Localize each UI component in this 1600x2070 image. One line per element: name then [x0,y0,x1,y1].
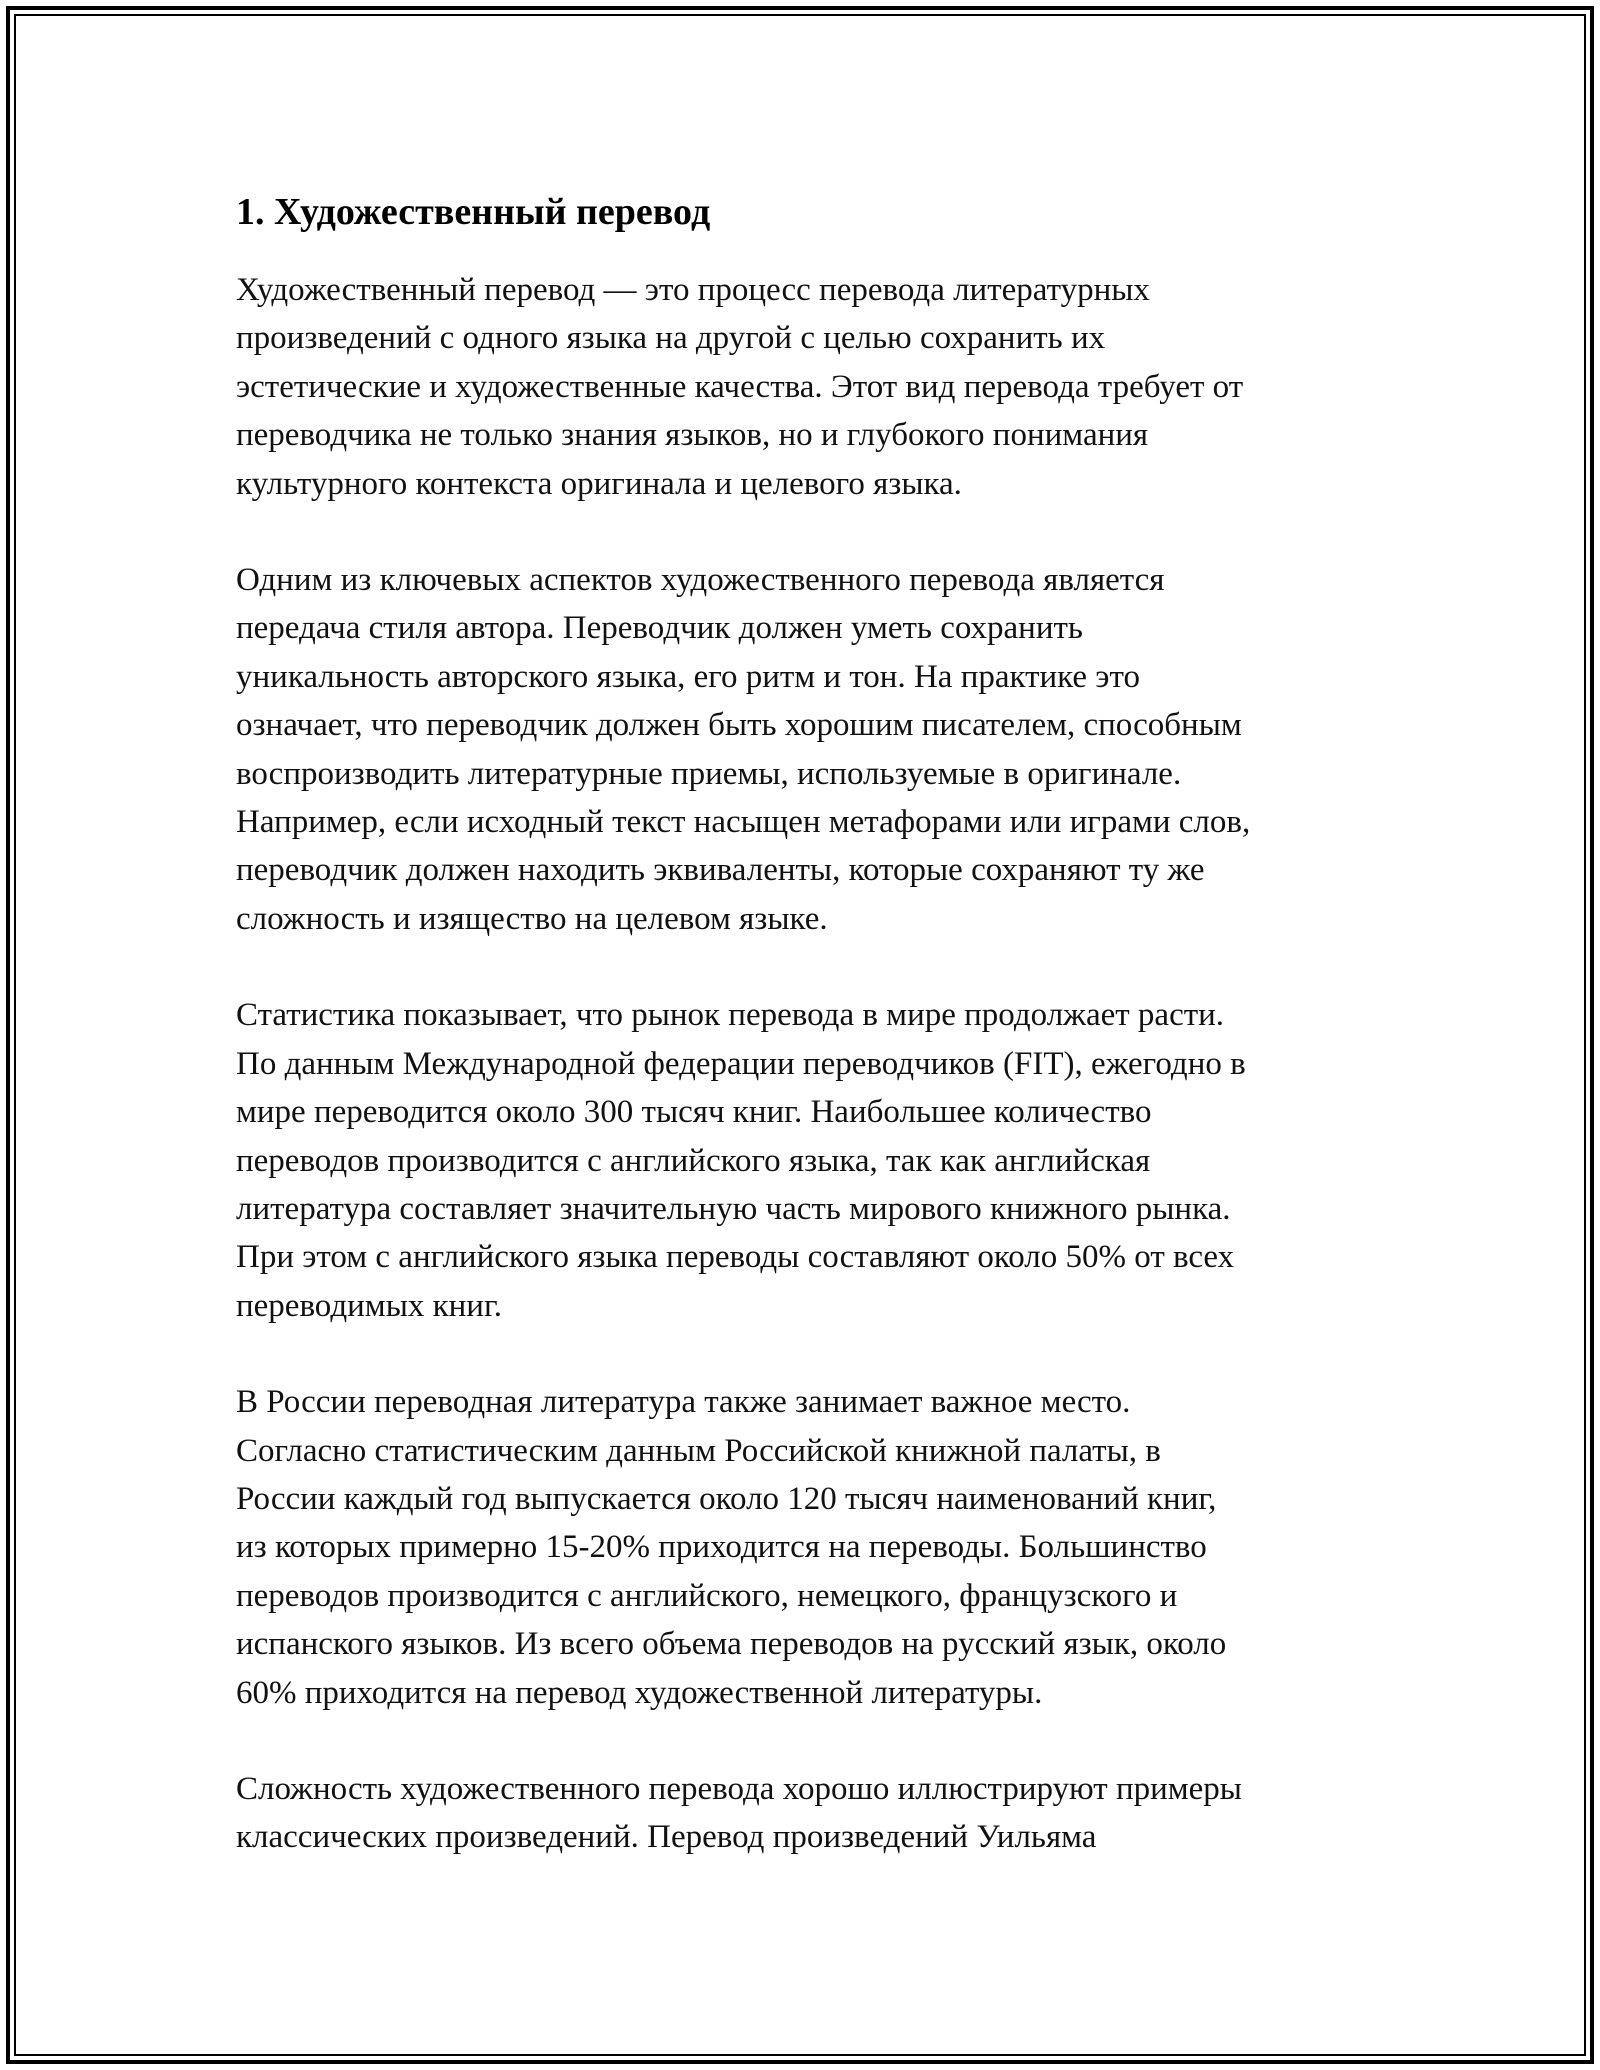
text-line: означает, что переводчик должен быть хорошим писателем, способным [236,707,1242,744]
text-line: При этом с английского языка переводы составляют около 50% от всех [236,1239,1235,1276]
text-line: переводов производится с английского языка, так как английская [236,1142,1151,1179]
text-line: классических произведений. Перевод произведений Уильяма [236,1819,1097,1856]
text-line: эстетические и художественные качества. Этот вид перевода требует от [236,368,1244,405]
text-line: мире переводится около 300 тысяч книг. Наибольшее количество [236,1094,1152,1131]
text-line: России каждый год выпускается около 120 тысяч наименований книг, [236,1480,1217,1517]
paragraph-5 [236,1765,1376,1862]
document-body [236,186,1376,1910]
text-line: По данным Международной федерации переводчиков (FIT), ежегодно в [236,1045,1246,1082]
paragraph-2 [236,556,1376,943]
text-line: из которых примерно 15-20% приходится на переводы. Большинство [236,1529,1207,1566]
paragraph-3 [236,991,1376,1330]
paragraph-1 [236,266,1376,508]
text-line: передача стиля автора. Переводчик должен уметь сохранить [236,610,1083,647]
section-heading: 1. Художественный перевод [236,191,711,233]
text-line: Статистика показывает, что рынок перевода в мире продолжает расти. [236,997,1225,1034]
text-line: Согласно статистическим данным Российской книжной палаты, в [236,1432,1161,1469]
text-line: переводчик должен находить эквиваленты, которые сохраняют ту же [236,852,1205,889]
text-line: культурного контекста оригинала и целевого языка. [236,465,962,502]
text-line: Сложность художественного перевода хорошо иллюстрируют примеры [236,1770,1242,1807]
text-line: Например, если исходный текст насыщен метафорами или играми слов, [236,804,1251,841]
text-line: уникальность авторского языка, его ритм и тон. На практике это [236,658,1140,695]
text-line: сложность и изящество на целевом языке. [236,900,828,937]
text-line: переводчика не только знания языков, но и глубокого понимания [236,417,1149,454]
text-line: переводимых книг. [236,1287,503,1324]
text-line: Художественный перевод — это процесс перевода литературных [236,272,1150,308]
paragraph-4 [236,1378,1376,1717]
text-line: 60% приходится на перевод художественной литературы. [236,1674,1043,1711]
text-line: В России переводная литература также занимает важное место. [236,1384,1131,1421]
text-line: испанского языков. Из всего объема переводов на русский язык, около [236,1626,1227,1663]
text-line: литература составляет значительную часть мирового книжного рынка. [236,1190,1231,1227]
text-line: произведений с одного языка на другой с целью сохранить их [236,320,1106,357]
text-line: переводов производится с английского, немецкого, французского и [236,1577,1178,1614]
text-line: воспроизводить литературные приемы, используемые в оригинале. [236,755,1182,792]
text-line: Одним из ключевых аспектов художественного перевода является [236,562,1165,599]
